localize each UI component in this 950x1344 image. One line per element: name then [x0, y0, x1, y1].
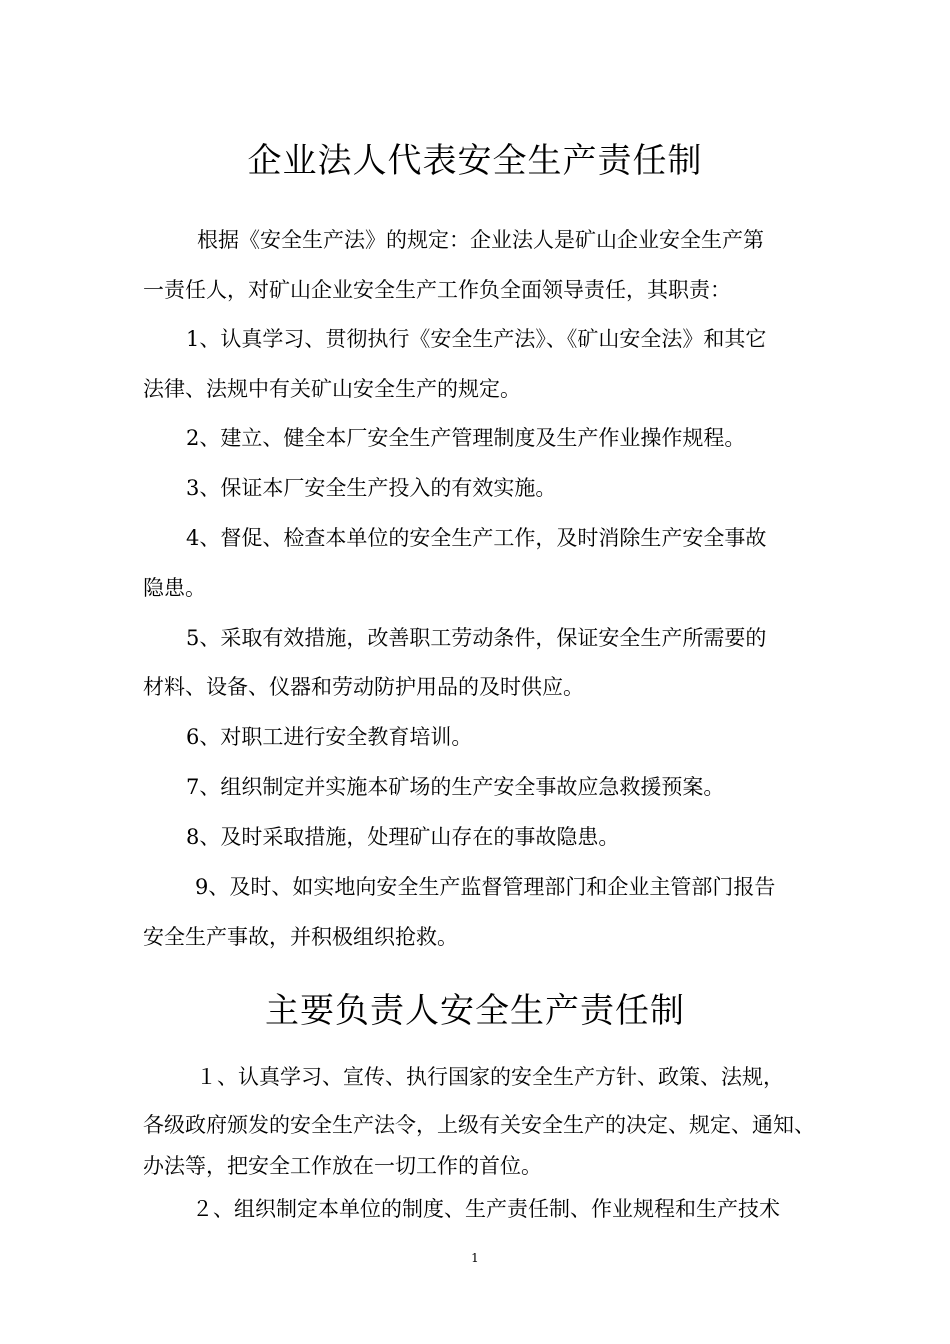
- section1-line-6: 3、保证本厂安全生产投入的有效实施。: [186, 476, 557, 500]
- section2-line-4: ２、组织制定本单位的制度、生产责任制、作业规程和生产技术: [192, 1197, 780, 1221]
- section1-line-1: 根据《安全生产法》的规定：企业法人是矿山企业安全生产第: [197, 228, 764, 252]
- section2-line-2: 各级政府颁发的安全生产法令，上级有关安全生产的决定、规定、通知、: [143, 1113, 815, 1137]
- section2-line-1: １、认真学习、宣传、执行国家的安全生产方针、政策、法规，: [196, 1065, 784, 1089]
- section1-line-15: 安全生产事故，并积极组织抢救。: [143, 925, 458, 949]
- section1-line-4: 法律、法规中有关矿山安全生产的规定。: [143, 377, 521, 401]
- section1-line-7: 4、督促、检查本单位的安全生产工作，及时消除生产安全事故: [186, 526, 767, 550]
- section1-line-3: 1、认真学习、贯彻执行《安全生产法》、《矿山安全法》和其它: [186, 327, 767, 351]
- section1-line-5: 2、建立、健全本厂安全生产管理制度及生产作业操作规程。: [186, 426, 746, 450]
- section1-line-14: 9、及时、如实地向安全生产监督管理部门和企业主管部门报告: [195, 875, 776, 899]
- section1-line-8: 隐患。: [143, 576, 206, 600]
- section1-title: 企业法人代表安全生产责任制: [247, 141, 703, 181]
- section2-title: 主要负责人安全生产责任制: [265, 991, 685, 1031]
- section1-line-13: 8、及时采取措施，处理矿山存在的事故隐患。: [186, 825, 620, 849]
- page-number: 1: [471, 1251, 479, 1265]
- section1-line-12: 7、组织制定并实施本矿场的生产安全事故应急救援预案。: [186, 775, 725, 799]
- section1-line-10: 材料、设备、仪器和劳动防护用品的及时供应。: [143, 675, 584, 699]
- section1-line-2: 一责任人，对矿山企业安全生产工作负全面领导责任，其职责：: [143, 278, 731, 302]
- section2-line-3: 办法等，把安全工作放在一切工作的首位。: [143, 1154, 542, 1178]
- section1-line-11: 6、对职工进行安全教育培训。: [186, 725, 473, 749]
- section1-line-9: 5、采取有效措施，改善职工劳动条件，保证安全生产所需要的: [186, 626, 767, 650]
